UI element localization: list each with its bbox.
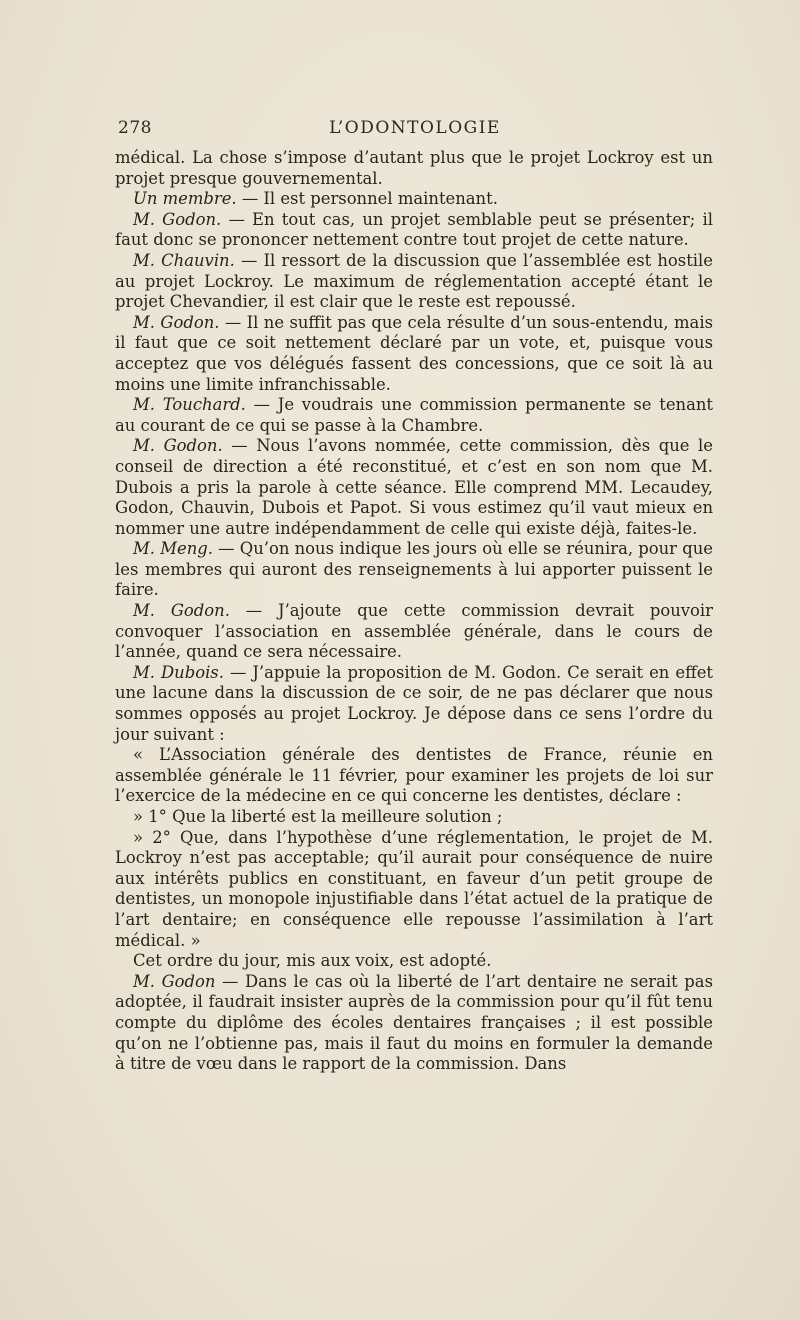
paragraph-text: — J’ajoute que cette commission devrait pouvoir convoquer l’association en assemblée générale, dans le cours de l’année, quand ce sera nécessaire. [115, 601, 713, 662]
paragraph [115, 210, 713, 251]
paragraph-text: « L’Association générale des dentistes de France, réunie en assemblée générale le 11 février, pour examiner les projets de loi sur l’exercice de la médecine en ce qui concerne les dentistes, déclare : [115, 745, 713, 806]
paragraph [115, 148, 713, 189]
speaker-name: M. Touchard. [133, 395, 246, 415]
speaker-name: M. Dubois. [133, 662, 224, 682]
speaker-name: Un membre. [133, 189, 237, 209]
paragraph-text: — J’appuie la proposition de M. Godon. Ce serait en effet une lacune dans la discussion de ce soir, de ne pas déclarer que nous sommes opposés au projet Lockroy. Je dépose dans ce sens l’ordre du jour suivant : [115, 662, 713, 744]
paragraph-text: — Dans le cas où la liberté de l’art dentaire ne serait pas adoptée, il faudrait insister auprès de la commission pour qu’il fût tenu compte du diplôme des écoles dentaires françaises ; il est possible qu’on ne l’obtienne pas, mais il faut du moins en formuler la demande à titre de vœu dans le rapport de la commission. Dans [115, 971, 713, 1074]
paragraph [115, 539, 713, 601]
speaker-name: M. Godon. [133, 436, 223, 456]
paragraph-text: — En tout cas, un projet semblable peut se présenter; il faut donc se prononcer nettement contre tout projet de cette nature. [115, 209, 714, 250]
quote-paragraph [115, 828, 713, 952]
paragraph [115, 951, 713, 972]
speaker-name: M. Godon [133, 971, 216, 991]
speaker-name: M. Godon. [133, 209, 222, 229]
paragraph [115, 395, 713, 436]
paragraph [115, 601, 713, 663]
paragraph-text: » 2° Que, dans l’hypothèse d’une réglementation, le projet de M. Lockroy n’est pas acceptable; qu’il aurait pour conséquence de nuire aux intérêts publics en constituant, en faveur d’un petit groupe de dentistes, un monopole injustifiable dans l’état actuel de la pratique de l’art dentaire; en conséquence elle repousse l’assimilation à l’art médical. » [115, 827, 713, 950]
speaker-name: M. Godon. [133, 601, 230, 621]
paragraph [115, 972, 713, 1075]
quote-paragraph [115, 745, 713, 807]
paragraph [115, 189, 713, 210]
paragraph-text: — Qu’on nous indique les jours où elle se réunira, pour que les membres qui auront des renseignements à lui apporter puissent le faire. [115, 539, 713, 600]
paragraph [115, 313, 713, 395]
body-text [115, 148, 713, 1075]
paragraph-text: Cet ordre du jour, mis aux voix, est adopté. [133, 951, 492, 971]
paragraph-text: — Il ne suffit pas que cela résulte d’un sous-entendu, mais il faut que ce soit nettement déclaré par un vote, et, puisque vous acceptez que vos délégués fassent des concessions, que ce soit là au moins une limite infranchissable. [115, 312, 713, 394]
paragraph-text: médical. La chose s’impose d’autant plus que le projet Lockroy est un projet presque gouvernemental. [115, 148, 713, 188]
paragraph-text: » 1° Que la liberté est la meilleure solution ; [133, 807, 503, 826]
quote-paragraph [115, 807, 713, 828]
speaker-name: M. Godon. [133, 312, 220, 332]
page-header [118, 112, 712, 144]
paragraph [115, 251, 713, 313]
paragraph-text: — Je voudrais une commission permanente se tenant au courant de ce qui se passe à la Chambre. [115, 395, 714, 435]
speaker-name: M. Chauvin. [133, 250, 235, 270]
speaker-name: M. Meng. [133, 539, 213, 559]
running-title: L’ODONTOLOGIE [329, 118, 501, 138]
paragraph-text: — Il ressort de la discussion que l’assemblée est hostile au projet Lockroy. Le maximum de réglementation accepté étant le projet Chevandier, il est clair que le reste est repoussé. [115, 250, 713, 312]
paragraph-text: — Il est personnel maintenant. [236, 189, 498, 209]
paragraph [115, 663, 713, 745]
page-number: 278 [118, 118, 152, 138]
paragraph [115, 436, 713, 539]
paragraph-text: — Nous l’avons nommée, cette commission, dès que le conseil de direction a été reconstitué, et c’est en son nom que M. Dubois a pris la parole à cette séance. Elle comprend MM. Lecaudey, Godon, Chauvin, Dubois et Papot. Si vous estimez qu’il vaut mieux en nommer une autre indépendamment de celle qui existe déjà, faites-le. [115, 436, 713, 538]
